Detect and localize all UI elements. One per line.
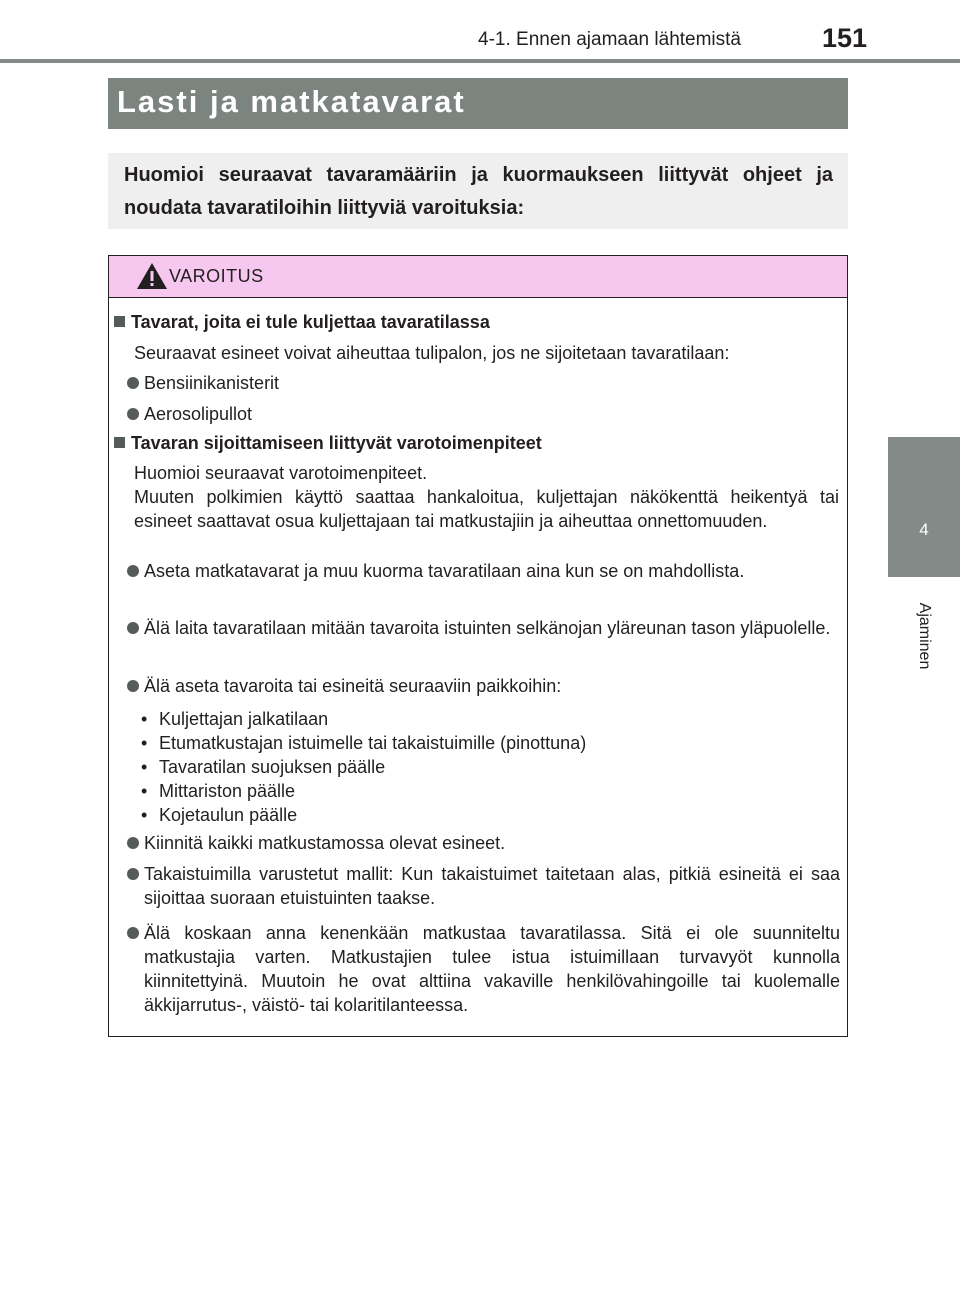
list-item-text: Bensiinikanisterit xyxy=(144,373,280,393)
section-title: Lasti ja matkatavarat xyxy=(117,84,466,119)
sub-list-item: • Kuljettajan jalkatilaan xyxy=(141,707,831,731)
section-title-bar xyxy=(108,78,848,129)
warning-box xyxy=(108,255,848,1037)
round-bullet-icon xyxy=(127,680,139,692)
round-bullet-icon xyxy=(127,565,139,577)
chapter-tab xyxy=(888,437,960,577)
list-item xyxy=(127,921,840,1017)
warning-triangle-icon xyxy=(136,262,168,290)
chapter-heading: 4-1. Ennen ajamaan lähtemistä xyxy=(478,29,741,50)
list-item xyxy=(127,831,840,855)
round-bullet-icon xyxy=(127,377,139,389)
header-divider xyxy=(0,59,960,63)
intro-box xyxy=(108,153,848,229)
sub-list xyxy=(141,707,831,827)
list-item-text: Aseta matkatavarat ja muu kuorma tavaratilaan aina kun se on mahdollista. xyxy=(144,561,745,581)
chapter-tab-number: 4 xyxy=(919,520,929,539)
list-item-text: Älä koskaan anna kenenkään matkustaa tavaratilassa. Sitä ei ole suunniteltu matkustajia varten. Matkustajien tulee istua istuimillaan turvavyöt kunnolla kiinnitettyinä. Muutoin he ovat alttiina vakaville henkilövahingoille tai kuolemalle äkkijarrutus-, väistö- tai kolaritilanteessa. xyxy=(144,923,840,1015)
round-bullet-icon xyxy=(127,408,139,420)
round-bullet-icon xyxy=(127,837,139,849)
list-item-text: Kiinnitä kaikki matkustamossa olevat esineet. xyxy=(144,833,506,853)
section-heading-text: Tavaran sijoittamiseen liittyvät varotoimenpiteet xyxy=(131,433,542,453)
square-bullet-icon xyxy=(114,437,125,448)
section-text: Seuraavat esineet voivat aiheuttaa tulipalon, jos ne sijoitetaan tavaratilaan: xyxy=(134,343,730,363)
list-item-text: Älä laita tavaratilaan mitään tavaroita istuinten selkänojan yläreunan tason yläpuolelle. xyxy=(144,618,831,638)
round-bullet-icon xyxy=(127,868,139,880)
list-item xyxy=(127,559,840,583)
section-heading-prohibited-items xyxy=(114,312,490,333)
list-item xyxy=(127,402,840,426)
warning-header xyxy=(109,256,847,298)
list-item xyxy=(127,616,840,640)
sub-list-item: • Tavaratilan suojuksen päälle xyxy=(141,755,831,779)
page-number: 151 xyxy=(822,23,868,53)
section-text: Muuten polkimien käyttö saattaa hankaloitua, kuljettajan näkökenttä heikentyä tai esineet saattavat osua kuljettajaan tai matkustajiin ja aiheuttaa onnettomuuden. xyxy=(134,487,839,531)
sub-list-item: • Mittariston päälle xyxy=(141,779,831,803)
sub-list-item: • Etumatkustajan istuimelle tai takaistuimille (pinottuna) xyxy=(141,731,831,755)
list-item-text: Takaistuimilla varustetut mallit: Kun takaistuimet taitetaan alas, pitkiä esineitä ei saa sijoittaa suoraan etuistuinten taakse. xyxy=(144,864,840,908)
list-item-text: Älä aseta tavaroita tai esineitä seuraaviin paikkoihin: xyxy=(144,676,562,696)
list-item xyxy=(127,862,840,910)
round-bullet-icon xyxy=(127,622,139,634)
section-heading-text: Tavarat, joita ei tule kuljettaa tavaratilassa xyxy=(131,312,490,332)
list-item-text: Aerosolipullot xyxy=(144,404,253,424)
intro-text: Huomioi seuraavat tavaramääriin ja kuormaukseen liittyvät ohjeet ja noudata tavaratiloihin liittyviä varoituksia: xyxy=(124,164,833,219)
list-item xyxy=(127,371,840,395)
list-item xyxy=(127,674,840,698)
section-heading-loading-precautions xyxy=(114,433,542,454)
section-text: Huomioi seuraavat varotoimenpiteet. xyxy=(134,463,428,483)
round-bullet-icon xyxy=(127,927,139,939)
square-bullet-icon xyxy=(114,316,125,327)
sub-list-item: • Kojetaulun päälle xyxy=(141,803,831,827)
chapter-tab-label xyxy=(912,596,936,676)
chapter-tab-label-text: Ajaminen xyxy=(916,602,933,670)
warning-title: VAROITUS xyxy=(169,266,264,286)
